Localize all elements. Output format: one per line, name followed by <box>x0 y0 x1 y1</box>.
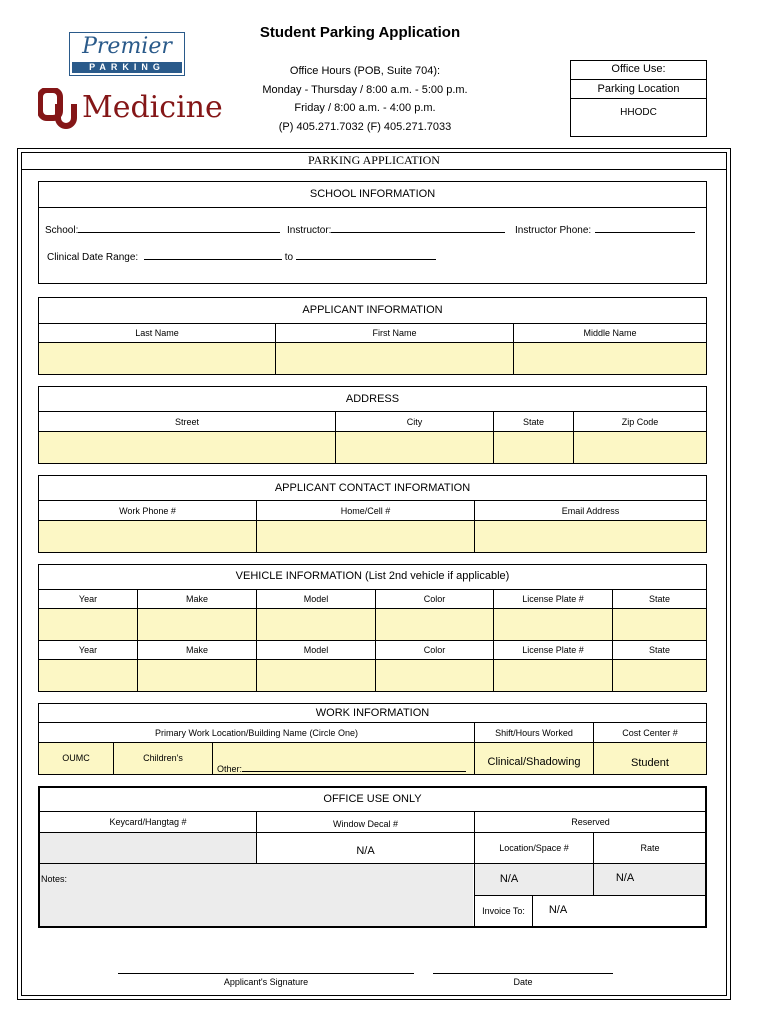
home-cell-input[interactable] <box>257 521 474 552</box>
first-name-header: First Name <box>372 328 417 338</box>
location-space-label: Location/Space # <box>499 843 569 853</box>
shift-hours-value[interactable]: Clinical/Shadowing <box>487 756 581 768</box>
vehicle2-state-header: State <box>648 645 670 655</box>
shift-hours-header: Shift/Hours Worked <box>495 727 573 738</box>
date-label: Date <box>513 977 533 987</box>
location-space-value[interactable]: N/A <box>499 873 519 885</box>
home-cell-header: Home/Cell # <box>340 505 391 516</box>
work-phone-header: Work Phone # <box>119 505 176 516</box>
office-hours: Office Hours (POB, Suite 704): <box>289 65 441 77</box>
street-header: Street <box>174 416 199 427</box>
clinical-date-range-label: Clinical Date Range: <box>47 252 139 263</box>
primary-location-header: Primary Work Location/Building Name (Circle One) <box>155 727 358 738</box>
location-other-label: Other: <box>217 764 243 774</box>
invoice-to-value[interactable]: N/A <box>548 904 568 916</box>
applicant-heading: APPLICANT INFORMATION <box>302 304 443 316</box>
vehicle1-state-input[interactable] <box>613 609 706 640</box>
location-option-oumc[interactable]: OUMC <box>62 753 90 763</box>
instructor-field[interactable] <box>331 223 505 233</box>
location-option-childrens[interactable]: Children's <box>143 753 183 763</box>
city-input[interactable] <box>336 432 493 463</box>
last-name-header: Last Name <box>135 328 179 338</box>
reserved-header: Reserved <box>571 817 610 827</box>
vehicle2-color-header: Color <box>423 645 446 655</box>
vehicle1-make-input[interactable] <box>138 609 256 640</box>
vehicle1-plate-input[interactable] <box>494 609 612 640</box>
applicant-signature-label: Applicant's Signature <box>223 977 309 987</box>
vehicle1-year-input[interactable] <box>39 609 137 640</box>
vehicle1-color-header: Color <box>423 594 446 604</box>
location-other-field[interactable] <box>242 762 466 772</box>
cost-center-value[interactable]: Student <box>631 757 669 769</box>
email-address-input[interactable] <box>475 521 706 552</box>
rate-value[interactable]: N/A <box>615 872 635 884</box>
notes-input[interactable] <box>40 886 473 926</box>
parking-location-label: Parking Location <box>597 83 680 95</box>
last-name-input[interactable] <box>39 343 275 374</box>
vehicle1-model-header: Model <box>303 594 329 604</box>
form-title: PARKING APPLICATION <box>308 153 440 167</box>
school-label: School: <box>45 225 79 236</box>
instructor-label: Instructor: <box>287 225 332 236</box>
vehicle1-color-input[interactable] <box>376 609 493 640</box>
contact-heading: APPLICANT CONTACT INFORMATION <box>274 482 471 494</box>
premier-parking-logo <box>69 32 185 76</box>
school-heading: SCHOOL INFORMATION <box>309 188 436 200</box>
city-header: City <box>406 416 423 427</box>
vehicle1-make-header: Make <box>185 594 208 604</box>
date-range-start-field[interactable] <box>144 250 282 260</box>
state-header: State <box>522 416 544 427</box>
ou-logo <box>38 88 78 136</box>
street-input[interactable] <box>39 432 335 463</box>
date-range-end-field[interactable] <box>296 250 436 260</box>
window-decal-header: Window Decal # <box>332 819 399 829</box>
vehicle2-state-input[interactable] <box>613 660 706 691</box>
vehicle2-year-header: Year <box>78 645 98 655</box>
parking-location-value: HHODC <box>620 107 657 118</box>
keycard-hangtag-header: Keycard/Hangtag # <box>109 817 187 827</box>
first-name-input[interactable] <box>276 343 513 374</box>
vehicle2-year-input[interactable] <box>39 660 137 691</box>
vehicle2-model-input[interactable] <box>257 660 375 691</box>
address-heading: ADDRESS <box>345 393 400 405</box>
school-field[interactable] <box>78 223 280 233</box>
medicine-logo-text: Medicine <box>82 90 223 125</box>
vehicle1-model-input[interactable] <box>257 609 375 640</box>
cost-center-header: Cost Center # <box>622 727 678 738</box>
office-use-title: Office Use: <box>611 63 666 75</box>
date-line[interactable] <box>433 973 613 974</box>
instructor-phone-label: Instructor Phone: <box>515 225 592 236</box>
state-input[interactable] <box>494 432 573 463</box>
work-phone-input[interactable] <box>39 521 256 552</box>
vehicle1-plate-header: License Plate # <box>522 594 584 604</box>
phone-fax: (P) 405.271.7032 (F) 405.271.7033 <box>278 121 452 133</box>
rate-label: Rate <box>640 843 660 853</box>
zip-code-header: Zip Code <box>621 416 659 427</box>
keycard-hangtag-input[interactable] <box>40 833 256 863</box>
vehicle2-make-input[interactable] <box>138 660 256 691</box>
zip-code-input[interactable] <box>574 432 706 463</box>
middle-name-header: Middle Name <box>583 328 637 338</box>
vehicle2-color-input[interactable] <box>376 660 493 691</box>
premier-logo-text: Premier <box>82 34 172 59</box>
hours-fri: Friday / 8:00 a.m. - 4:00 p.m. <box>294 102 436 114</box>
email-address-header: Email Address <box>561 505 620 516</box>
vehicle1-state-header: State <box>648 594 670 604</box>
vehicle2-model-header: Model <box>303 645 329 655</box>
instructor-phone-field[interactable] <box>595 223 695 233</box>
middle-name-input[interactable] <box>514 343 706 374</box>
notes-label: Notes: <box>41 874 68 884</box>
vehicle1-year-header: Year <box>78 594 98 604</box>
parking-logo-bar: PARKING <box>72 62 182 73</box>
page-title: Student Parking Application <box>259 24 461 41</box>
vehicle2-plate-header: License Plate # <box>522 645 584 655</box>
invoice-to-label: Invoice To: <box>482 906 525 916</box>
work-heading: WORK INFORMATION <box>315 707 430 719</box>
hours-mon-thu: Monday - Thursday / 8:00 a.m. - 5:00 p.m. <box>262 84 468 96</box>
signature-line[interactable] <box>118 973 414 974</box>
office-only-heading: OFFICE USE ONLY <box>323 793 422 805</box>
window-decal-value[interactable]: N/A <box>356 844 375 857</box>
vehicle2-plate-input[interactable] <box>494 660 612 691</box>
vehicle-heading: VEHICLE INFORMATION (List 2nd vehicle if applicable) <box>235 570 510 582</box>
to-label: to <box>284 252 294 263</box>
vehicle2-make-header: Make <box>185 645 208 655</box>
